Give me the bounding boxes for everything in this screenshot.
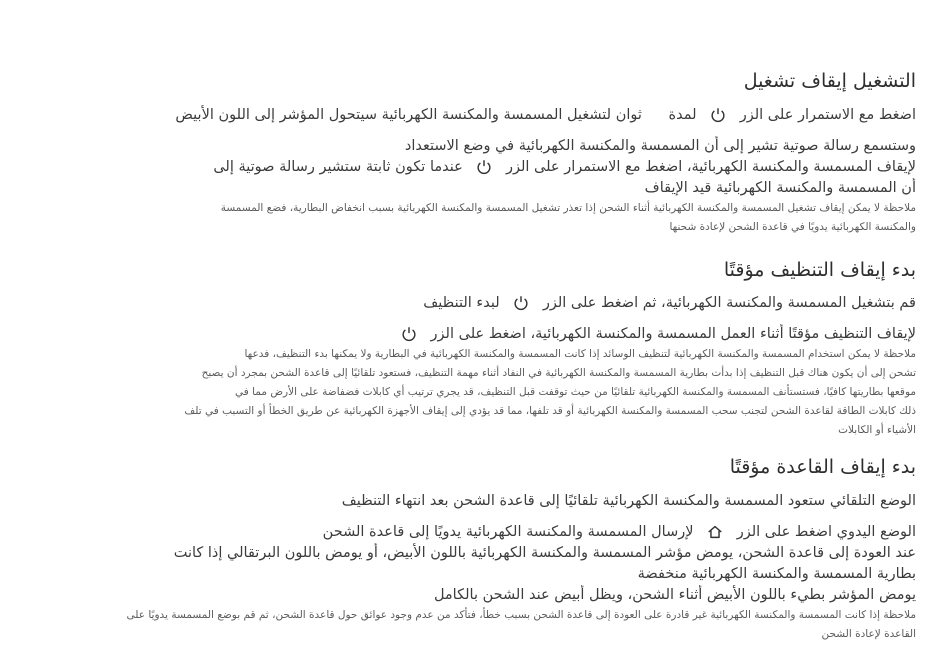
power-off-result: أن المسمسة والمكنسة الكهربائية قيد الإيقاف bbox=[644, 179, 916, 196]
power-icon bbox=[512, 294, 530, 312]
home-icon bbox=[706, 523, 724, 541]
start-cleaning-instruction bbox=[32, 293, 916, 314]
manual-mode-text-b: لإرسال المسمسة والمكنسة الكهربائية يدويًا إلى قاعدة الشحن bbox=[322, 523, 694, 540]
returning-indicator-text: عند العودة إلى قاعدة الشحن، يومض مؤشر المسمسة والمكنسة الكهربائية باللون الأبيض، أو يومض باللون البرتقالي إذا كانت bbox=[173, 544, 916, 561]
power-on-text-c: ثوان لتشغيل المسمسة والمكنسة الكهربائية سيتحول المؤشر إلى اللون الأبيض bbox=[175, 106, 642, 123]
power-note-line-2: والمكنسة الكهربائية يدويًا في قاعدة الشحن لإعادة شحنها bbox=[669, 220, 916, 233]
cleaning-note-line-5: الأشياء أو الكابلات bbox=[838, 424, 916, 437]
start-cleaning-text-b: لبدء التنظيف bbox=[423, 295, 500, 312]
dock-note-line-2: القاعدة لإعادة الشحن bbox=[821, 627, 916, 640]
power-on-instruction bbox=[32, 105, 916, 126]
cleaning-note-line-3: موقعها بطاريتها كافيًا، فستستأنف المسمسة والمكنسة الكهربائية تلقائيًا من حيث توقفت قبل التنظيف، قد يجري ترتيب أي كابلات فضفاضة على الأرض مما في bbox=[234, 386, 916, 399]
manual-mode-text-a: الوضع اليدوي اضغط على الزر bbox=[736, 523, 916, 540]
cleaning-note-line-2: تشحن إلى أن يكون هناك قبل التنظيف إذا بدأت بطارية المسمسة والمكنسة الكهربائية في النفاد أثناء مهمة التنظيف، فستعود تلقائيًا إلى قاعدة الشحن بمجرد أن يصبح bbox=[201, 367, 916, 380]
start-cleaning-text-a: قم بتشغيل المسمسة والمكنسة الكهربائية، ثم اضغط على الزر bbox=[542, 295, 916, 312]
pause-cleaning-text: لإيقاف التنظيف مؤقتًا أثناء العمل المسمسة والمكنسة الكهربائية، اضغط على الزر bbox=[430, 326, 916, 343]
power-icon bbox=[475, 158, 493, 176]
auto-mode-description: الوضع التلقائي ستعود المسمسة والمكنسة الكهربائية تلقائيًا إلى قاعدة الشحن بعد انتهاء التنظيف bbox=[341, 492, 916, 509]
power-off-text-a: لإيقاف المسمسة والمكنسة الكهربائية، اضغط مع الاستمرار على الزر bbox=[505, 158, 916, 175]
power-icon bbox=[709, 106, 727, 124]
low-battery-text: بطارية المسمسة والمكنسة الكهربائية منخفضة bbox=[637, 565, 916, 582]
section-title-cleaning: بدء إيقاف التنظيف مؤقتًا bbox=[723, 258, 916, 281]
cleaning-note-line-4: ذلك كابلات الطاقة لقاعدة الشحن لتجنب سحب المسمسة والمكنسة الكهربائية أو قد تلفها، مما قد يؤدي إلى إيقاف الأجهزة الكهربائية عن طريق الخطأ أو التسبب في تلف bbox=[184, 405, 916, 418]
pause-cleaning-instruction bbox=[32, 324, 916, 345]
section-title-power: التشغيل إيقاف تشغيل bbox=[743, 70, 916, 92]
power-icon bbox=[400, 325, 418, 343]
power-note-line-1: ملاحظة لا يمكن إيقاف تشغيل المسمسة والمكنسة الكهربائية أثناء الشحن إذا تعذر تشغيل المسمسة والمكنسة الكهربائية بسبب انخفاض البطارية، فضع المسمسة bbox=[220, 201, 916, 214]
power-on-text-a: اضغط مع الاستمرار على الزر bbox=[739, 106, 916, 123]
cleaning-note-line-1: ملاحظة لا يمكن استخدام المسمسة والمكنسة الكهربائية لتنظيف الوسائد إذا كانت المسمسة والمكنسة الكهربائية في البطارية ولا يمكنها بدء التنظيف، فدعها bbox=[244, 348, 916, 361]
manual-mode-instruction bbox=[32, 522, 916, 543]
section-title-dock: بدء إيقاف القاعدة مؤقتًا bbox=[729, 456, 916, 479]
charging-indicator-text: يومض المؤشر بطيء باللون الأبيض أثناء الشحن، ويظل أبيض عند الشحن بالكامل bbox=[433, 586, 916, 603]
manual-page bbox=[32, 68, 916, 644]
dock-note-line-1: ملاحظة إذا كانت المسمسة والمكنسة الكهربائية غير قادرة على العودة إلى قاعدة الشحن بسبب خطأ، فتأكد من عدم وجود عوائق حول قاعدة الشحن، ثم قم بوضع المسمسة يدويًا على bbox=[126, 608, 916, 621]
power-off-instruction bbox=[32, 157, 916, 178]
standby-message: وستسمع رسالة صوتية تشير إلى أن المسمسة والمكنسة الكهربائية في وضع الاستعداد bbox=[404, 137, 916, 154]
power-on-text-b: لمدة bbox=[668, 106, 697, 123]
power-off-text-b: عندما تكون ثابتة ستشير رسالة صوتية إلى bbox=[213, 158, 463, 175]
